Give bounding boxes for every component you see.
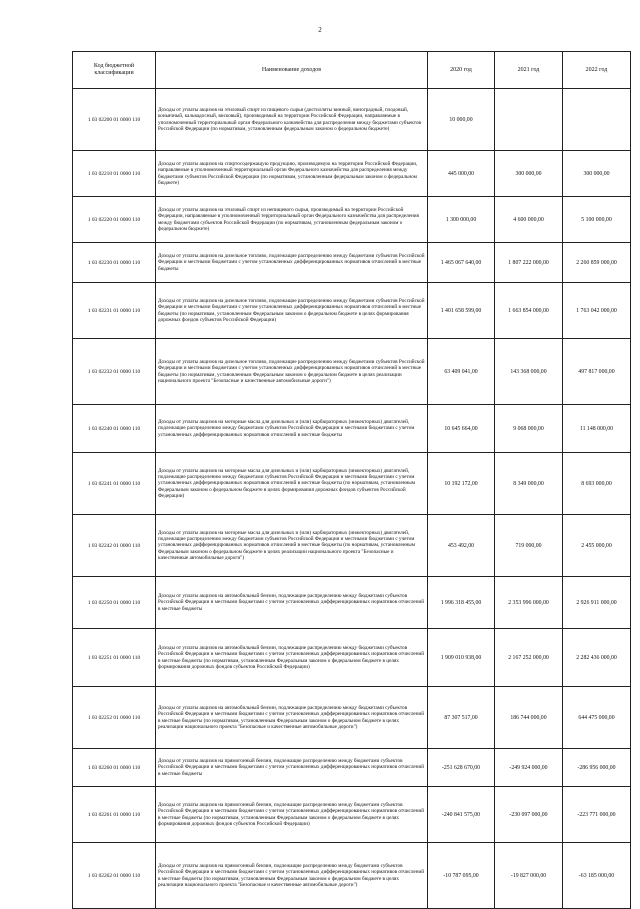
table-row bbox=[73, 749, 631, 787]
table-row bbox=[73, 283, 631, 339]
row-value-2020: 10 645 664,00 bbox=[428, 405, 495, 453]
table-row bbox=[73, 687, 631, 749]
row-name: Доходы от уплаты акцизов на этиловый спирт из пищевого сырья (дистилляты винный, виноградный, плодовый, коньячный, кальвадосный, висковый), производимый на территории Российской Федерации, направляемые в уполномоченный территориальный орган Федерального казначейства для распределения между бюджетами субъектов Российской Федерации (по нормативам, установленным федеральным законом о федеральном бюджете) bbox=[156, 89, 428, 151]
row-value-2020: -10 787 095,00 bbox=[428, 843, 495, 909]
row-value-2021: 8 349 000,00 bbox=[495, 453, 563, 515]
row-name: Доходы от уплаты акцизов на автомобильный бензин, подлежащие распределению между бюджетами субъектов Российской Федерации и местными бюджетами с учетом установленных дифференцированных нормативов отчислений в местные бюджеты (по нормативам, установленным Федеральным законом о федеральном бюджете в целях реализации национального проекта "Безопасные и качественные автомобильные дороги") bbox=[156, 687, 428, 749]
row-value-2021: -249 924 000,00 bbox=[495, 749, 563, 787]
row-value-2021: 2 167 252 000,00 bbox=[495, 629, 563, 687]
row-value-2022: 2 282 436 000,00 bbox=[563, 629, 631, 687]
row-value-2020: 1 401 658 599,00 bbox=[428, 283, 495, 339]
table-row bbox=[73, 843, 631, 909]
table-row bbox=[73, 787, 631, 843]
row-code: 1 03 02252 01 0000 110 bbox=[73, 687, 156, 749]
row-value-2022: 2 455 000,00 bbox=[563, 515, 631, 577]
row-code: 1 03 02230 01 0000 110 bbox=[73, 243, 156, 283]
row-value-2021: 9 068 000,00 bbox=[495, 405, 563, 453]
row-code: 1 03 02261 01 0000 110 bbox=[73, 787, 156, 843]
row-value-2022: 5 100 000,00 bbox=[563, 197, 631, 243]
row-value-2022 bbox=[563, 89, 631, 151]
row-value-2021 bbox=[495, 89, 563, 151]
row-code: 1 03 02231 01 0000 110 bbox=[73, 283, 156, 339]
row-name: Доходы от уплаты акцизов на прямогонный бензин, подлежащие распределению между бюджетами субъектов Российской Федерации и местными бюджетами с учетом установленных дифференцированных нормативов отчислений в местные бюджеты (по нормативам, установленным Федеральным законом о федеральном бюджете в целях формирования дорожных фондов субъектов Российской Федерации) bbox=[156, 787, 428, 843]
row-value-2022: -286 956 000,00 bbox=[563, 749, 631, 787]
row-value-2021: 1 663 854 000,00 bbox=[495, 283, 563, 339]
row-value-2020: 1 465 067 640,00 bbox=[428, 243, 495, 283]
table-row bbox=[73, 89, 631, 151]
page-number: 2 bbox=[318, 26, 322, 34]
table-row bbox=[73, 197, 631, 243]
row-value-2020: 10 000,00 bbox=[428, 89, 495, 151]
table-row bbox=[73, 453, 631, 515]
row-code: 1 03 02220 01 0000 110 bbox=[73, 197, 156, 243]
table-row bbox=[73, 151, 631, 197]
row-value-2020: 1 909 010 938,00 bbox=[428, 629, 495, 687]
table-row bbox=[73, 515, 631, 577]
table-row bbox=[73, 339, 631, 405]
row-value-2021: 186 744 000,00 bbox=[495, 687, 563, 749]
row-value-2021: 2 353 996 000,00 bbox=[495, 577, 563, 629]
row-name: Доходы от уплаты акцизов на моторные масла для дизельных и (или) карбюраторных (инжекторных) двигателей, подлежащие распределению между бюджетами субъектов Российской Федерации и местными бюджетами с учетом установленных дифференцированных нормативов отчислений в местные бюджеты bbox=[156, 405, 428, 453]
row-value-2022: 2 926 911 000,00 bbox=[563, 577, 631, 629]
row-code: 1 03 02200 01 0000 110 bbox=[73, 89, 156, 151]
row-name: Доходы от уплаты акцизов на автомобильный бензин, подлежащие распределению между бюджетами субъектов Российской Федерации и местными бюджетами с учетом установленных дифференцированных нормативов отчислений в местные бюджеты (по нормативам, установленным Федеральным законом о федеральном бюджете в целях формирования дорожных фондов субъектов Российской Федерации) bbox=[156, 629, 428, 687]
header-2020: 2020 год bbox=[428, 52, 495, 89]
row-value-2020: 87 307 517,00 bbox=[428, 687, 495, 749]
row-value-2020: 1 300 000,00 bbox=[428, 197, 495, 243]
row-value-2022: 644 475 000,00 bbox=[563, 687, 631, 749]
row-name: Доходы от уплаты акцизов на прямогонный бензин, подлежащие распределению между бюджетами субъектов Российской Федерации и местными бюджетами с учетом установленных дифференцированных нормативов отчислений в местные бюджеты (по нормативам, установленным Федеральным законом о федеральном бюджете в целях реализации национального проекта "Безопасные и качественные автомобильные дороги") bbox=[156, 843, 428, 909]
header-name: Наименование доходов bbox=[156, 52, 428, 89]
row-code: 1 03 02250 01 0000 110 bbox=[73, 577, 156, 629]
row-name: Доходы от уплаты акцизов на этиловый спирт из непищевого сырья, производимый на территории Российской Федерации, направляемые в уполномоченный территориальный орган Федерального казначейства для распределения между бюджетами субъектов Российской Федерации (по нормативам, установленным федеральным законом о федеральном бюджете) bbox=[156, 197, 428, 243]
revenue-table bbox=[72, 51, 631, 909]
row-name: Доходы от уплаты акцизов на прямогонный бензин, подлежащие распределению между бюджетами субъектов Российской Федерации и местными бюджетами с учетом установленных дифференцированных нормативов отчислений в местные бюджеты bbox=[156, 749, 428, 787]
header-2022: 2022 год bbox=[563, 52, 631, 89]
row-name: Доходы от уплаты акцизов на дизельное топливо, подлежащие распределению между бюджетами субъектов Российской Федерации и местными бюджетами с учетом установленных дифференцированных нормативов отчислений в местные бюджеты bbox=[156, 243, 428, 283]
table-row bbox=[73, 405, 631, 453]
row-name: Доходы от уплаты акцизов на спиртосодержащую продукцию, производимую на территории Российской Федерации, направляемые в уполномоченный территориальный орган Федерального казначейства для распределения между бюджетами субъектов Российской Федерации (по нормативам, установленным федеральным законом о федеральном бюджете) bbox=[156, 151, 428, 197]
row-value-2022: 300 000,00 bbox=[563, 151, 631, 197]
row-value-2022: -63 185 000,00 bbox=[563, 843, 631, 909]
row-value-2020: 63 409 041,00 bbox=[428, 339, 495, 405]
row-value-2021: 143 368 000,00 bbox=[495, 339, 563, 405]
table-row bbox=[73, 577, 631, 629]
row-name: Доходы от уплаты акцизов на дизельное топливо, подлежащие распределению между бюджетами субъектов Российской Федерации и местными бюджетами с учетом установленных дифференцированных нормативов отчислений в местные бюджеты (по нормативам, установленным Федеральным законом о федеральном бюджете в целях формирования дорожных фондов субъектов Российской Федерации) bbox=[156, 283, 428, 339]
row-value-2022: 1 763 042 000,00 bbox=[563, 283, 631, 339]
row-value-2022: 11 148 000,00 bbox=[563, 405, 631, 453]
row-value-2021: 719 000,00 bbox=[495, 515, 563, 577]
row-value-2020: -251 628 670,00 bbox=[428, 749, 495, 787]
row-value-2020: -240 841 575,00 bbox=[428, 787, 495, 843]
row-value-2020: 445 000,00 bbox=[428, 151, 495, 197]
row-value-2021: -230 097 000,00 bbox=[495, 787, 563, 843]
row-code: 1 03 02232 01 0000 110 bbox=[73, 339, 156, 405]
table-header-row bbox=[73, 52, 631, 89]
row-code: 1 03 02260 01 0000 110 bbox=[73, 749, 156, 787]
header-code: Код бюджетной классификации bbox=[73, 52, 156, 89]
row-code: 1 03 02241 01 0000 110 bbox=[73, 453, 156, 515]
row-code: 1 03 02251 01 0000 110 bbox=[73, 629, 156, 687]
row-value-2022: -223 771 000,00 bbox=[563, 787, 631, 843]
header-2021: 2021 год bbox=[495, 52, 563, 89]
row-value-2020: 10 192 172,00 bbox=[428, 453, 495, 515]
row-value-2022: 497 817 000,00 bbox=[563, 339, 631, 405]
row-name: Доходы от уплаты акцизов на автомобильный бензин, подлежащие распределению между бюджетами субъектов Российской Федерации и местными бюджетами с учетом установленных дифференцированных нормативов отчислений в местные бюджеты bbox=[156, 577, 428, 629]
row-value-2021: 4 600 000,00 bbox=[495, 197, 563, 243]
row-name: Доходы от уплаты акцизов на моторные масла для дизельных и (или) карбюраторных (инжекторных) двигателей, подлежащие распределению между бюджетами субъектов Российской Федерации и местными бюджетами с учетом установленных дифференцированных нормативов отчислений в местные бюджеты (по нормативам, установленным Федеральным законом о федеральном бюджете в целях реализации национального проекта "Безопасные и качественные автомобильные дороги") bbox=[156, 515, 428, 577]
table-row bbox=[73, 243, 631, 283]
row-code: 1 03 02262 01 0000 110 bbox=[73, 843, 156, 909]
row-code: 1 03 02240 01 0000 110 bbox=[73, 405, 156, 453]
row-value-2020: 453 492,00 bbox=[428, 515, 495, 577]
row-value-2021: 1 807 222 000,00 bbox=[495, 243, 563, 283]
row-name: Доходы от уплаты акцизов на дизельное топливо, подлежащие распределению между бюджетами субъектов Российской Федерации и местными бюджетами с учетом установленных дифференцированных нормативов отчислений в местные бюджеты (по нормативам, установленным Федеральным законом о федеральном бюджете в целях реализации национального проекта "Безопасные и качественные автомобильные дороги") bbox=[156, 339, 428, 405]
row-name: Доходы от уплаты акцизов на моторные масла для дизельных и (или) карбюраторных (инжекторных) двигателей, подлежащие распределению между бюджетами субъектов Российской Федерации и местными бюджетами с учетом установленных дифференцированных нормативов отчислений в местные бюджеты (по нормативам, установленным Федеральным законом о федеральном бюджете в целях формирования дорожных фондов субъектов Российской Федерации) bbox=[156, 453, 428, 515]
row-value-2020: 1 996 318 455,00 bbox=[428, 577, 495, 629]
row-code: 1 03 02242 01 0000 110 bbox=[73, 515, 156, 577]
row-value-2022: 2 260 859 000,00 bbox=[563, 243, 631, 283]
row-value-2021: 300 000,00 bbox=[495, 151, 563, 197]
table-row bbox=[73, 629, 631, 687]
row-code: 1 03 02210 01 0000 110 bbox=[73, 151, 156, 197]
row-value-2021: -19 827 000,00 bbox=[495, 843, 563, 909]
row-value-2022: 8 693 000,00 bbox=[563, 453, 631, 515]
